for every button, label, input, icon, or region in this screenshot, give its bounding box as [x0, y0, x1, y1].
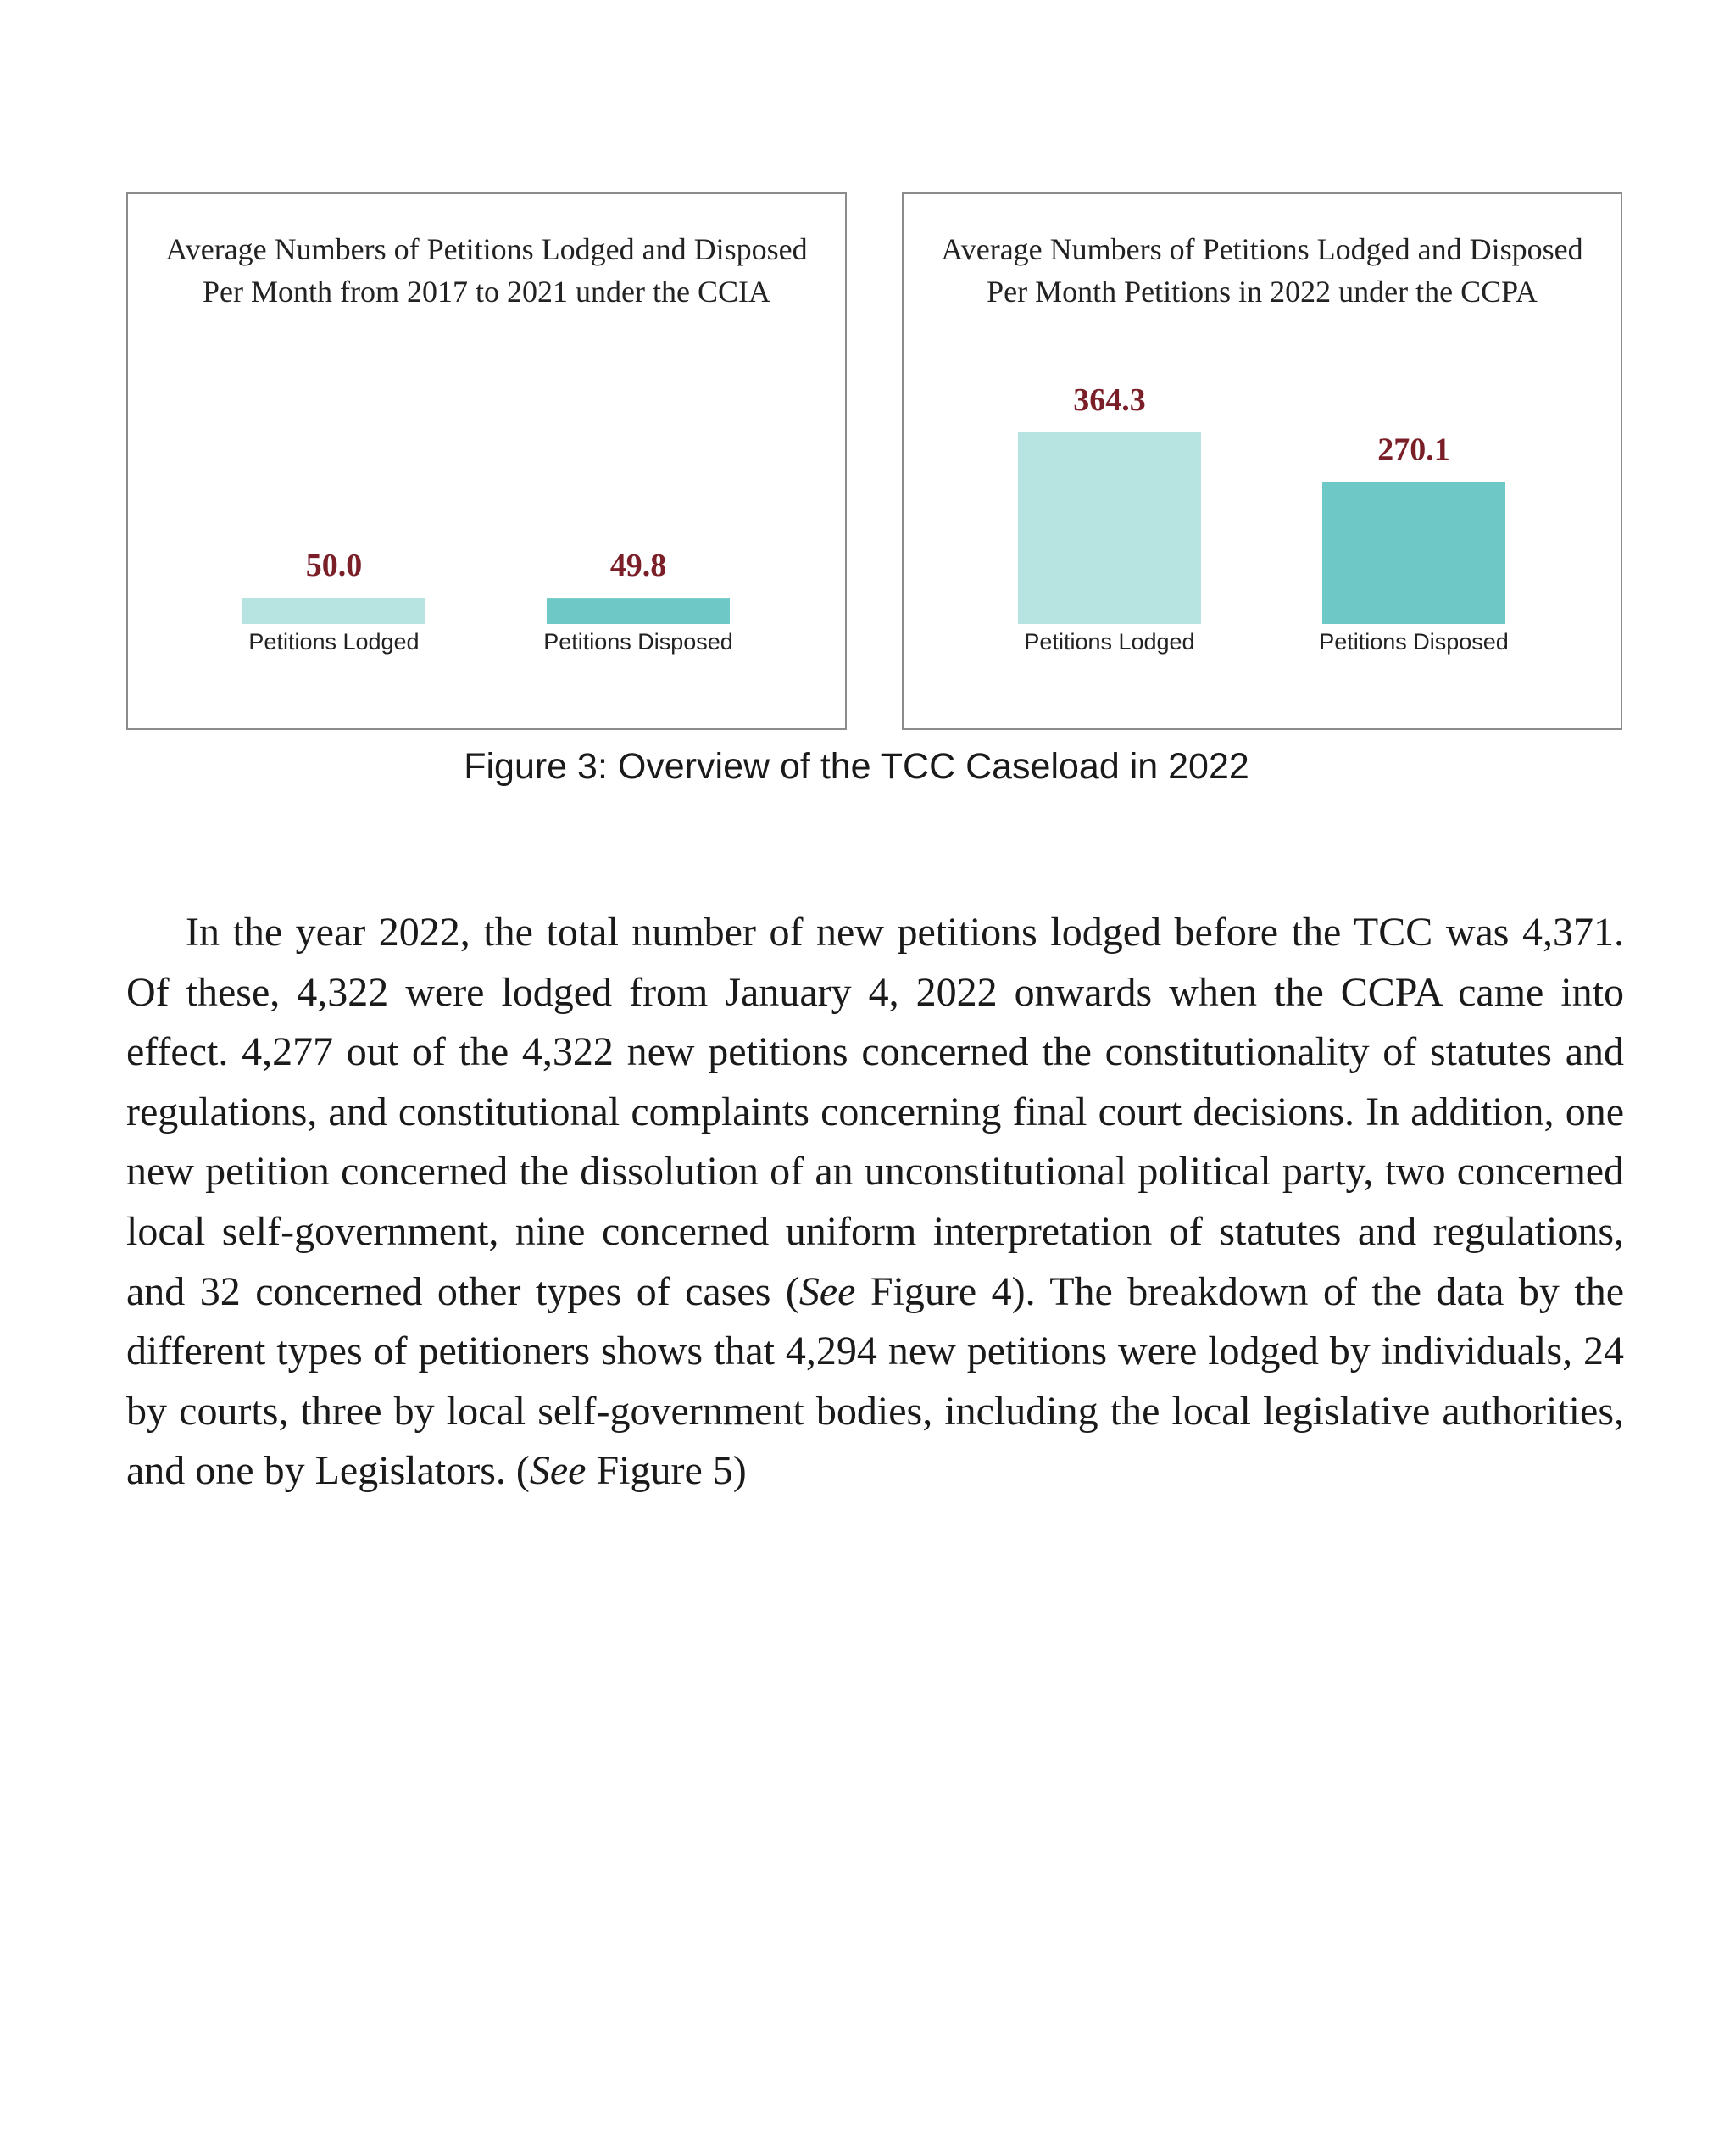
- figure-caption: Figure 3: Overview of the TCC Caseload in 2022: [464, 746, 1249, 787]
- paragraph-text: Figure 4). The breakdown of the data by the different types of petitioners shows that 4,294 new petitions were lodged by individuals, 24 by courts, three by local self-government bodies, including the local legislative authorities, and one by Legislators. (: [126, 1268, 1624, 1494]
- category-label: Petitions Disposed: [543, 629, 733, 655]
- bar-petitions-lodged: [1018, 432, 1201, 624]
- chart-title-line-1: Average Numbers of Petitions Lodged and Disposed: [941, 232, 1583, 266]
- chart-title-line-2: Per Month Petitions in 2022 under the CCPA: [987, 275, 1538, 309]
- bar-petitions-lodged: [242, 598, 425, 624]
- chart-panel-ccpa: [902, 192, 1622, 730]
- category-label: Petitions Disposed: [1319, 629, 1509, 655]
- paragraph-text: In the year 2022, the total number of new petitions lodged before the TCC was 4,371. Of these, 4,322 were lodged from January 4, 2022 onwards when the CCPA came into effect. 4,277 out of the 4,322 new petitions concerned the constitutionality of statutes and regulations, and constitutional complaints concerning final court decisions. In addition, one new petition concerned the dissolution of an unconstitutional political party, two concerned local self-government, nine concerned uniform interpretation of statutes and regulations, and 32 concerned other types of cases (: [126, 910, 1624, 1314]
- body-paragraph: [126, 903, 1624, 1501]
- bar-petitions-disposed: [547, 598, 730, 624]
- bar-chart-ccia: [128, 194, 845, 728]
- paragraph-text: Figure 5): [586, 1448, 747, 1494]
- chart-title-line-2: Per Month from 2017 to 2021 under the CCIA: [203, 275, 770, 309]
- category-label: Petitions Lodged: [1024, 629, 1195, 655]
- data-label: 270.1: [1377, 432, 1450, 468]
- bar-petitions-disposed: [1322, 482, 1505, 624]
- chart-panel-ccia: [126, 192, 847, 730]
- bar-chart-ccpa: [904, 194, 1621, 728]
- data-label: 50.0: [305, 547, 363, 583]
- category-label: Petitions Lodged: [248, 629, 420, 655]
- chart-title-line-1: Average Numbers of Petitions Lodged and Disposed: [165, 232, 808, 266]
- see-reference: See: [798, 1268, 856, 1314]
- see-reference: See: [529, 1448, 587, 1494]
- data-label: 49.8: [609, 548, 667, 584]
- data-label: 364.3: [1073, 382, 1146, 418]
